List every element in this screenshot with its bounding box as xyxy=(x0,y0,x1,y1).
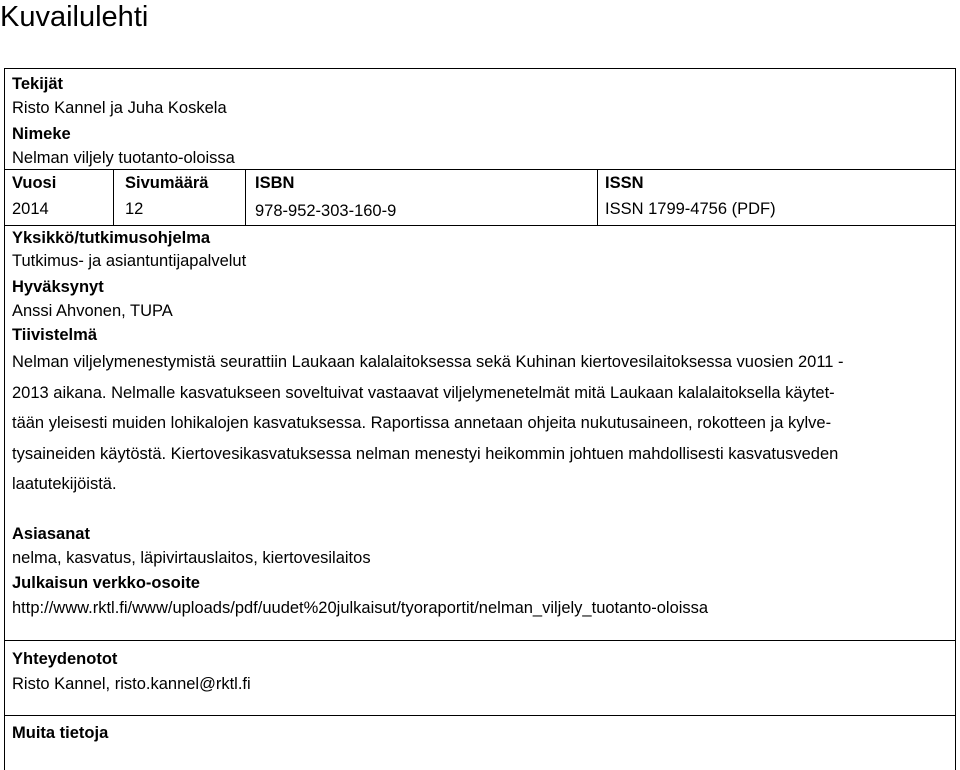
abstract-line: laatutekijöistä. xyxy=(12,475,117,493)
unit-value: Tutkimus- ja asiantuntijapalvelut xyxy=(12,252,247,270)
authors-label: Tekijät xyxy=(12,75,64,93)
other-info-label: Muita tietoja xyxy=(12,724,109,742)
isbn-value: 978-952-303-160-9 xyxy=(255,202,397,220)
contact-label: Yhteydenotot xyxy=(12,650,118,668)
pages-value: 12 xyxy=(125,200,144,218)
unit-label: Yksikkö/tutkimusohjelma xyxy=(12,229,211,247)
other-info-divider xyxy=(5,715,955,716)
web-address-label: Julkaisun verkko-osoite xyxy=(12,574,200,592)
year-label: Vuosi xyxy=(12,174,57,192)
isbn-label: ISBN xyxy=(255,174,295,192)
year-value: 2014 xyxy=(12,200,49,218)
column-divider-3 xyxy=(597,169,598,225)
approved-label: Hyväksynyt xyxy=(12,278,104,296)
abstract-text xyxy=(12,347,950,500)
keywords-label: Asiasanat xyxy=(12,525,90,543)
web-address-link[interactable]: http://www.rktl.fi/www/uploads/pdf/uudet%20julkaisut/tyoraportit/nelman_viljely_tuotanto-oloissa xyxy=(12,599,709,617)
authors-value: Risto Kannel ja Juha Koskela xyxy=(12,99,227,117)
column-divider-1 xyxy=(113,169,114,225)
issn-value: ISSN 1799-4756 (PDF) xyxy=(605,200,776,218)
abstract-line: tään yleisesti muiden lohikalojen kasvatuksessa. Raportissa annetaan ohjeita nukutusaineen, rokotteen ja kylve- xyxy=(12,414,832,432)
abstract-line: tysaineiden käytöstä. Kiertovesikasvatuksessa nelman menestyi heikommin johtuen mahdollisesti kasvatusveden xyxy=(12,444,839,463)
row-divider-bottom xyxy=(5,225,955,226)
row-divider-top xyxy=(5,169,955,170)
column-divider-2 xyxy=(245,169,246,225)
pages-label: Sivumäärä xyxy=(125,174,209,192)
contact-value: Risto Kannel, risto.kannel@rktl.fi xyxy=(12,675,251,693)
name-value: Nelman viljely tuotanto-oloissa xyxy=(12,149,235,167)
name-label: Nimeke xyxy=(12,125,71,143)
approved-value: Anssi Ahvonen, TUPA xyxy=(12,302,173,320)
issn-label: ISSN xyxy=(605,174,644,192)
description-sheet xyxy=(4,68,956,770)
abstract-line: 2013 aikana. Nelmalle kasvatukseen soveltuivat vastaavat viljelymenetelmät mitä Laukaan kalalaitoksella käytet- xyxy=(12,383,835,402)
contact-divider xyxy=(5,640,955,641)
abstract-label: Tiivistelmä xyxy=(12,326,97,344)
keywords-value: nelma, kasvatus, läpivirtauslaitos, kiertovesilaitos xyxy=(12,549,371,567)
page-title: Kuvailulehti xyxy=(0,1,149,33)
abstract-line: Nelman viljelymenestymistä seurattiin Laukaan kalalaitoksessa sekä Kuhinan kiertovesilaitoksessa vuosien 2011 - xyxy=(12,353,844,371)
